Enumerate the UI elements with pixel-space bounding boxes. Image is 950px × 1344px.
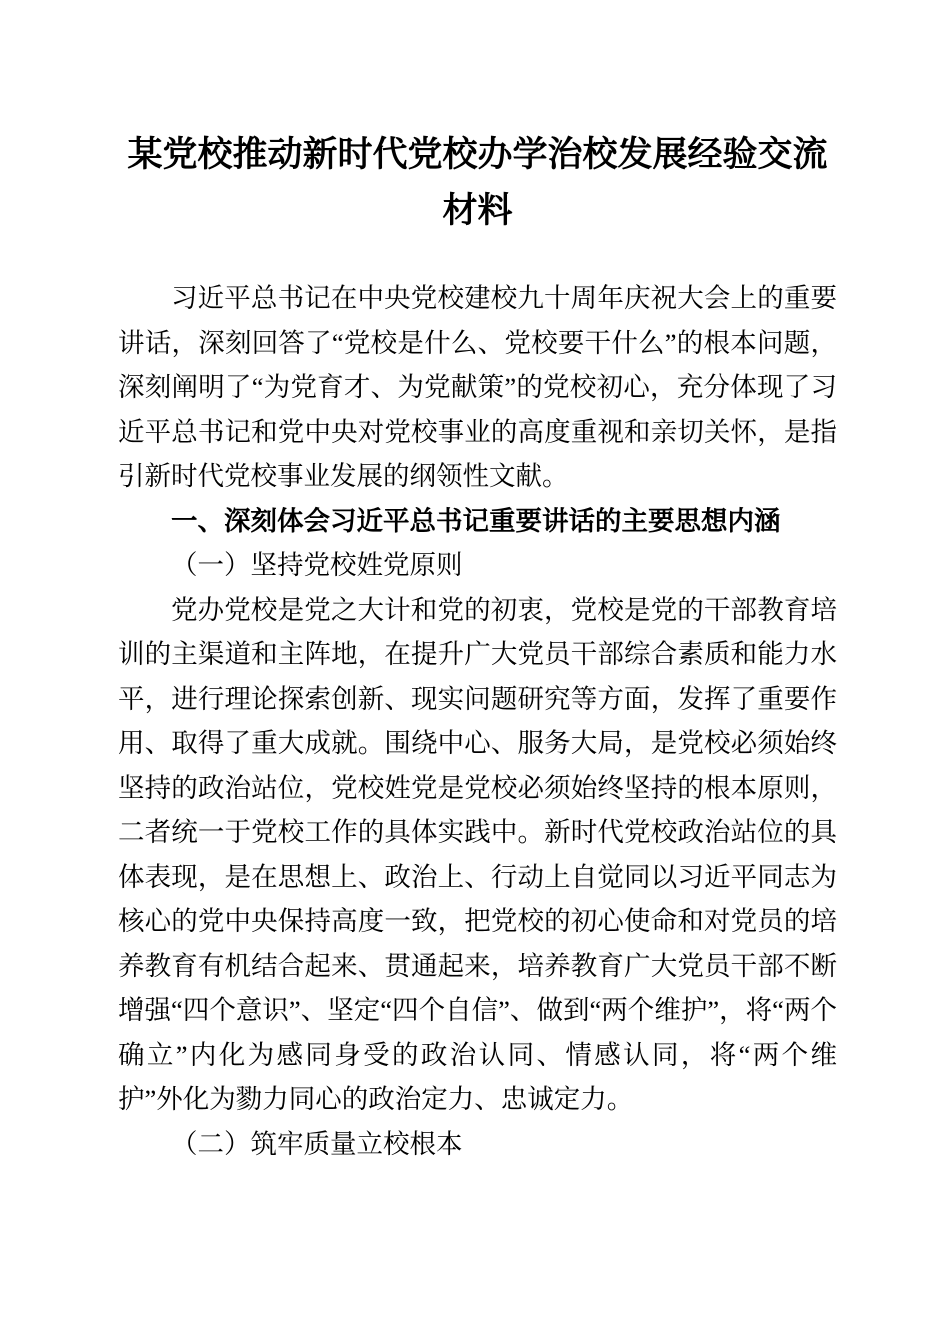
- document-title: [118, 127, 837, 239]
- subsection-1-2-heading: （二）筑牢质量立校根本: [171, 1128, 463, 1159]
- section-1-heading: 一、深刻体会习近平总书记重要讲话的主要思想内涵: [171, 505, 781, 536]
- subsection-1-1-paragraph: 党办党校是党之大计和党的初衷，党校是党的干部教育培训的主渠道和主阵地，在提升广大党员干部综合素质和能力水平，进行理论探索创新、现实问题研究等方面，发挥了重要作用、取得了重大成就。围绕中心、服务大局，是党校必须始终坚持的政治站位，党校姓党是党校必须始终坚持的根本原则，二者统一于党校工作的具体实践中。新时代党校政治站位的具体表现，是在思想上、政治上、行动上自觉同以习近平同志为核心的党中央保持高度一致，把党校的初心使命和对党员的培养教育有机结合起来、贯通起来，培养教育广大党员干部不断增强“四个意识”、坚定“四个自信”、做到“两个维护”，将“两个确立”内化为感同身受的政治认同、情感认同，将“两个维护”外化为勠力同心的政治定力、忠诚定力。: [118, 594, 837, 1114]
- document-content: [118, 0, 837, 1166]
- document-title-line-2: 材料: [442, 191, 513, 230]
- subsection-1-1-heading: （一）坚持党校姓党原则: [171, 550, 463, 580]
- intro-paragraph: 习近平总书记在中央党校建校九十周年庆祝大会上的重要讲话，深刻回答了“党校是什么、党校要干什么”的根本问题，深刻阐明了“为党育才、为党献策”的党校初心，充分体现了习近平总书记和党中央对党校事业的高度重视和亲切关怀，是指引新时代党校事业发展的纲领性文献。: [118, 283, 837, 491]
- document-title-line-1: 某党校推动新时代党校办学治校发展经验交流: [127, 135, 828, 174]
